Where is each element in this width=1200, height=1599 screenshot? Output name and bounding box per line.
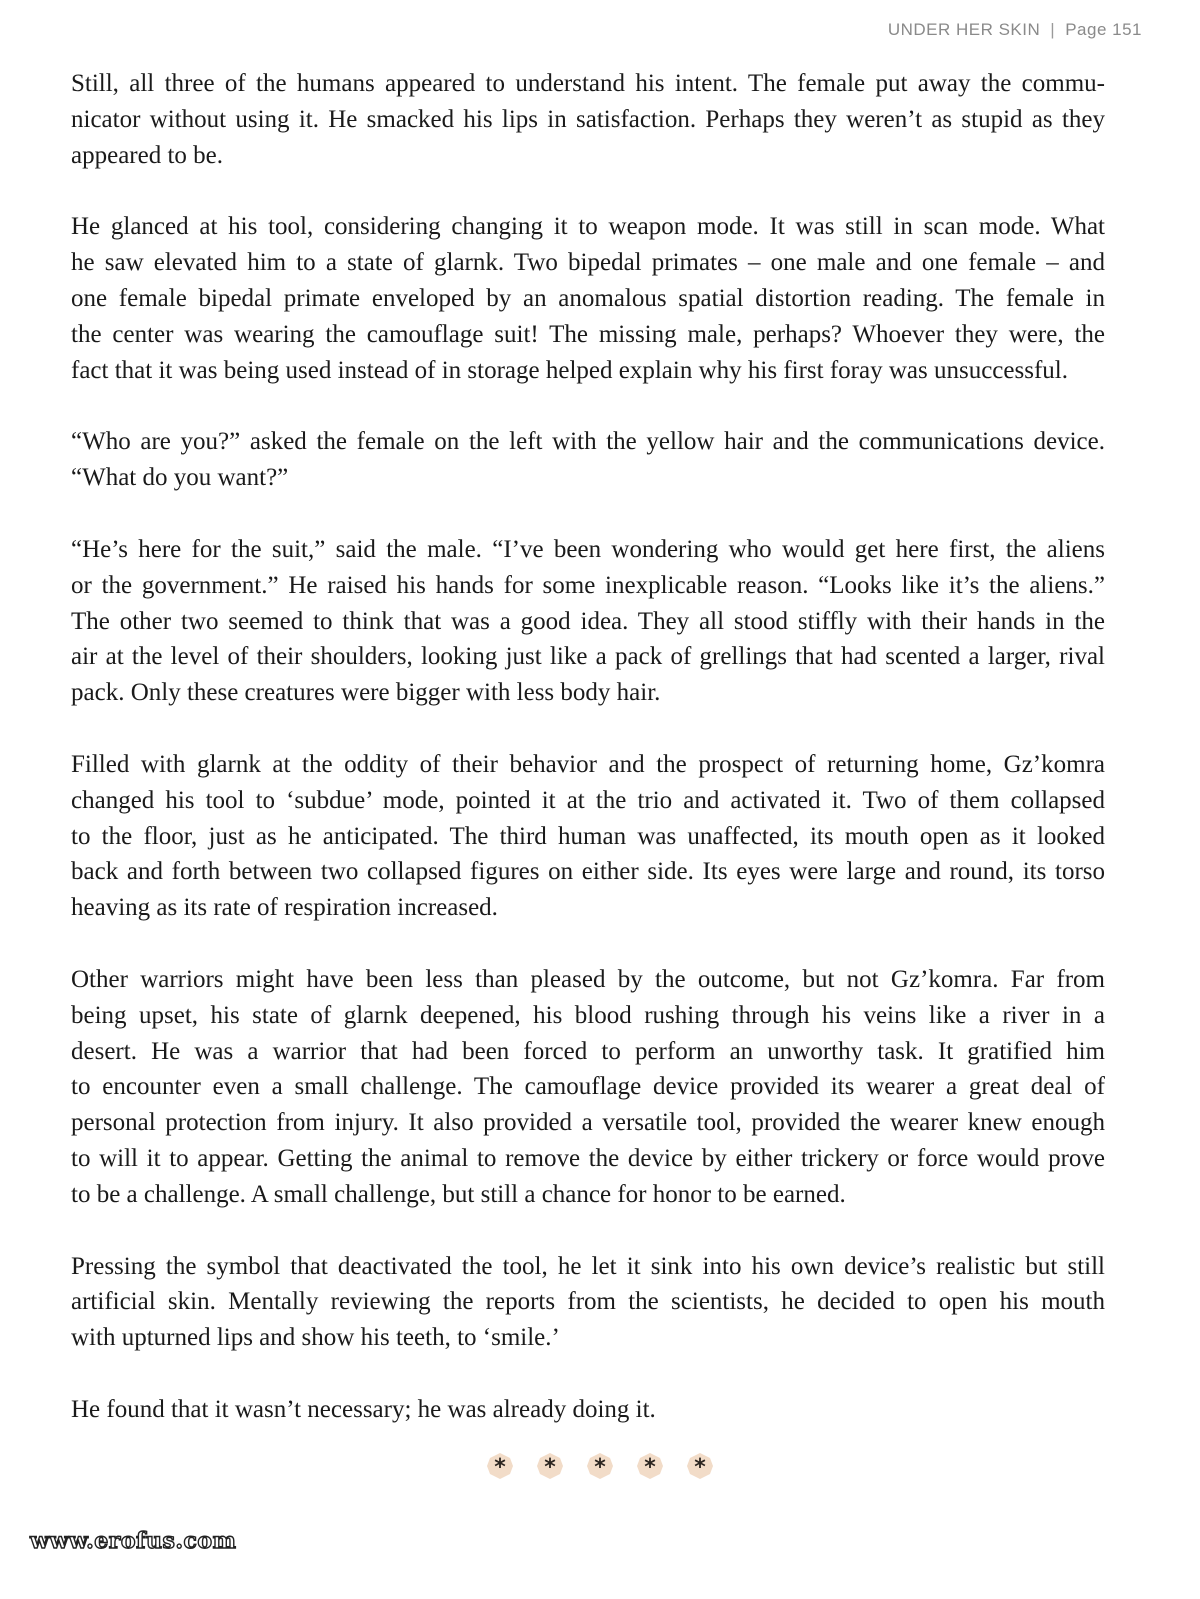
page-number: Page 151 xyxy=(1065,20,1142,39)
watermark: www.erofus.com xyxy=(30,1528,237,1554)
asterisk-icon xyxy=(586,1452,614,1480)
paragraph xyxy=(71,1392,1105,1428)
text-line: being upset, his state of glarnk deepened, his blood rushing through his veins like a river in a xyxy=(71,1001,1105,1029)
text-line: changed his tool to ‘subdue’ mode, pointed it at the trio and activated it. Two of them collapsed xyxy=(71,786,1105,814)
text-line: fact that it was being used instead of in storage helped explain why his first foray was unsuccessful. xyxy=(71,356,1068,384)
text-line: to be a challenge. A small challenge, but still a chance for honor to be earned. xyxy=(71,1180,846,1208)
text-line: with upturned lips and show his teeth, to ‘smile.’ xyxy=(71,1324,560,1352)
paragraph xyxy=(71,424,1105,496)
text-line: desert. He was a warrior that had been forced to perform an unworthy task. It gratified him xyxy=(71,1037,1105,1065)
asterisk-icon xyxy=(486,1452,514,1480)
asterisk-glyph: * xyxy=(544,1455,556,1480)
text-line: artificial skin. Mentally reviewing the reports from the scientists, he decided to open his mouth xyxy=(71,1288,1105,1316)
text-line: pack. Only these creatures were bigger with less body hair. xyxy=(71,679,661,707)
asterisk-icon xyxy=(536,1452,564,1480)
text-line: he saw elevated him to a state of glarnk. Two bipedal primates – one male and one female – and xyxy=(71,249,1105,277)
text-line: He found that it wasn’t necessary; he was already doing it. xyxy=(71,1395,656,1423)
scene-break xyxy=(0,1452,1200,1480)
paragraph xyxy=(71,209,1105,388)
text-line: “Who are you?” asked the female on the left with the yellow hair and the communications device. xyxy=(71,428,1105,456)
asterisk-glyph: * xyxy=(494,1455,506,1480)
text-line: Other warriors might have been less than pleased by the outcome, but not Gz’komra. Far from xyxy=(71,965,1105,993)
text-line: one female bipedal primate enveloped by an anomalous spatial distortion reading. The female in xyxy=(71,284,1105,312)
text-line: Still, all three of the humans appeared to understand his intent. The female put away the commu- xyxy=(71,70,1105,97)
text-line: Pressing the symbol that deactivated the tool, he let it sink into his own device’s realistic but still xyxy=(71,1252,1105,1280)
text-line: He glanced at his tool, considering changing it to weapon mode. It was still in scan mode. What xyxy=(71,213,1105,241)
asterisk-glyph: * xyxy=(644,1455,656,1480)
running-header xyxy=(888,20,1142,40)
text-line: heaving as its rate of respiration increased. xyxy=(71,894,498,922)
text-line: nicator without using it. He smacked his lips in satisfaction. Perhaps they weren’t as stupid as they xyxy=(71,105,1105,133)
header-separator: | xyxy=(1050,20,1056,39)
asterisk-icon xyxy=(686,1452,714,1480)
text-line: to the floor, just as he anticipated. The third human was unaffected, its mouth open as it looked xyxy=(71,822,1105,850)
asterisk-glyph: * xyxy=(694,1455,706,1480)
book-title: UNDER HER SKIN xyxy=(887,20,1041,39)
asterisk-icon xyxy=(636,1452,664,1480)
text-line: personal protection from injury. It also provided a versatile tool, provided the wearer knew enough xyxy=(71,1109,1105,1137)
text-line: to will it to appear. Getting the animal to remove the device by either trickery or force would prove xyxy=(71,1144,1105,1172)
paragraph xyxy=(71,532,1105,711)
paragraph xyxy=(71,66,1105,173)
text-line: air at the level of their shoulders, looking just like a pack of grellings that had scented a larger, rival xyxy=(71,643,1105,671)
text-line: “He’s here for the suit,” said the male. “I’ve been wondering who would get here first, the aliens xyxy=(71,535,1105,563)
paragraph xyxy=(71,962,1105,1213)
text-line: the center was wearing the camouflage suit! The missing male, perhaps? Whoever they were, the xyxy=(71,320,1105,348)
text-line: “What do you want?” xyxy=(71,464,289,492)
asterisk-glyph: * xyxy=(594,1455,606,1480)
body-text xyxy=(71,66,1105,1464)
text-line: back and forth between two collapsed figures on either side. Its eyes were large and round, its torso xyxy=(71,858,1105,886)
paragraph xyxy=(71,747,1105,926)
text-line: appeared to be. xyxy=(71,141,224,169)
text-line: or the government.” He raised his hands for some inexplicable reason. “Looks like it’s the aliens.” xyxy=(71,571,1105,599)
text-line: The other two seemed to think that was a good idea. They all stood stiffly with their hands in the xyxy=(71,607,1105,635)
paragraph xyxy=(71,1249,1105,1356)
text-line: to encounter even a small challenge. The camouflage device provided its wearer a great deal of xyxy=(71,1073,1105,1101)
text-line: Filled with glarnk at the oddity of their behavior and the prospect of returning home, Gz’komra xyxy=(71,750,1105,778)
